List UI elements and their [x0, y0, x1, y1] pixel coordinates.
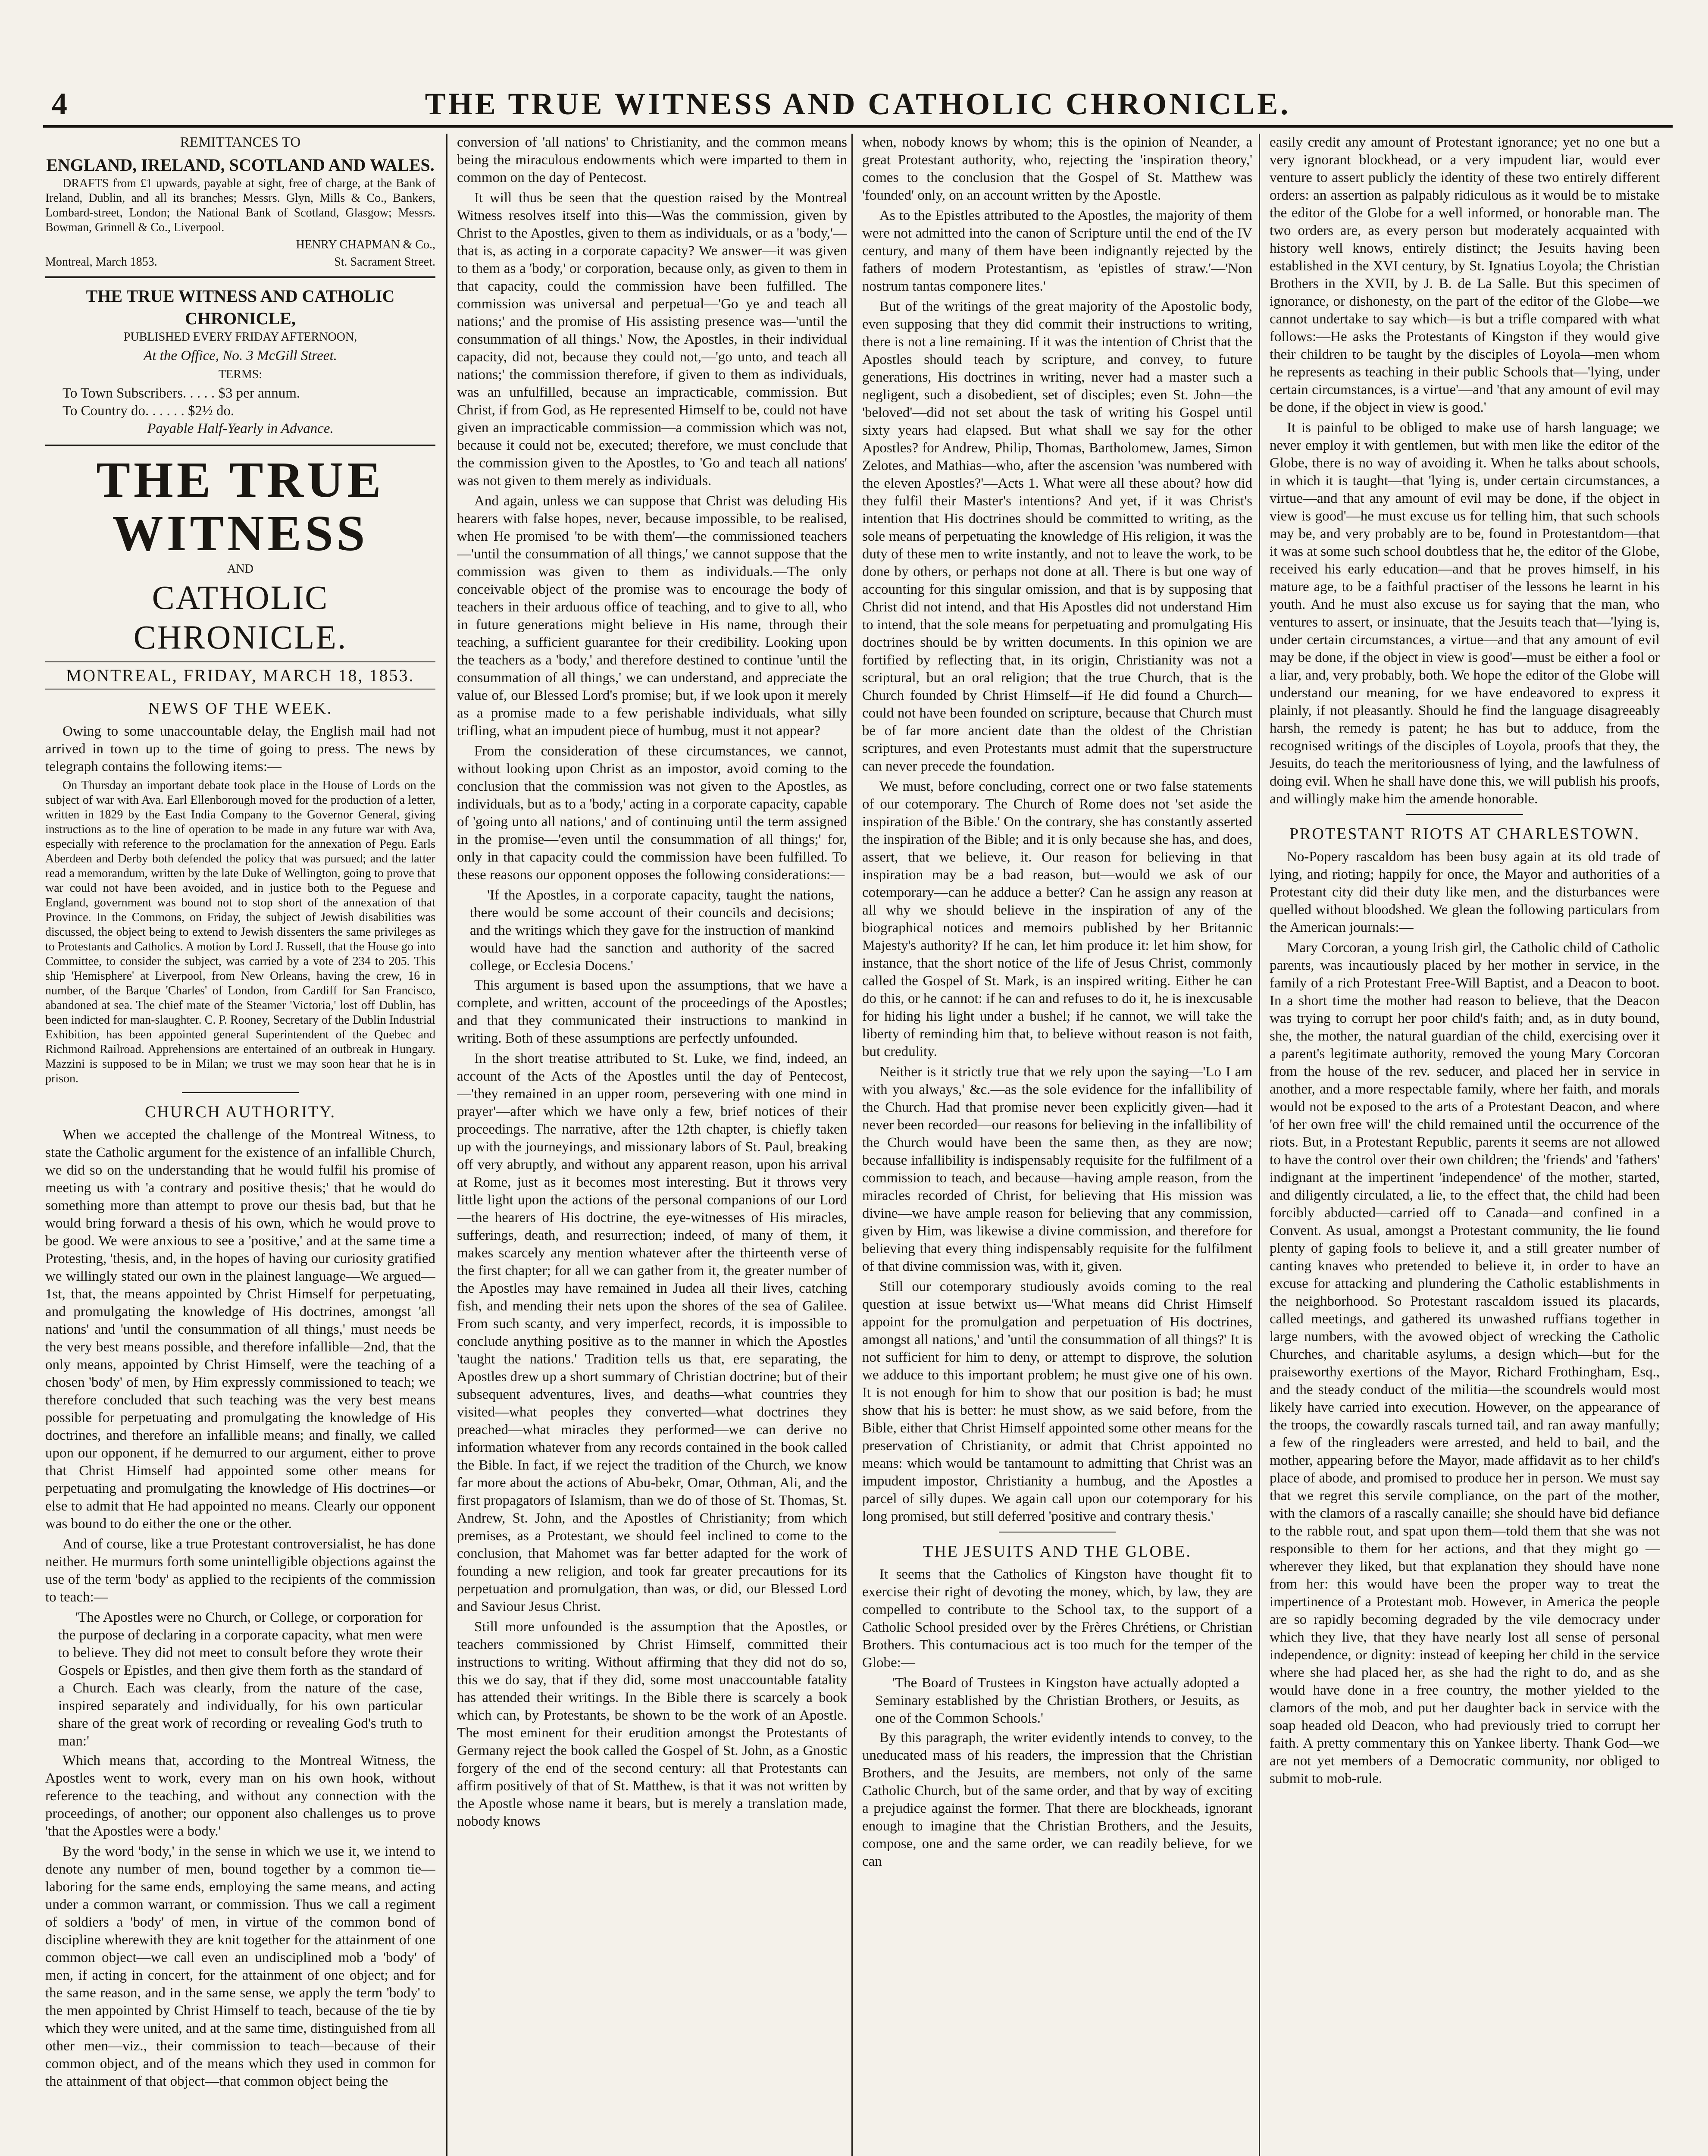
column-2 — [457, 134, 847, 2156]
church-paragraph: By the word 'body,' in the sense in which we use it, we intend to denote any number of men, bound together by a common tie—laboring for the same ends, employing the same means, and acting under a common warrant, or commission. Thus we call a regiment of soldiers a 'body' of men, in virtue of the common bond of discipline wherewith they are knit together for the attainment of one common object—we call even an undisciplined mob a 'body' of men, if acting in concert, for the attainment of one object; and for the same reason, and in the same sense, we apply the term 'body' to the men appointed by Christ Himself to teach, because of the tie by which they were united, and at the same time, distinguished from all other men—viz., their commission to teach—because of their common object, and of the means which they used in common for the attainment of that object—that common object being the — [45, 1844, 435, 2089]
remittances-body: DRAFTS from £1 upwards, payable at sight, free of charge, at the Bank of Ireland, Dublin, and all its branches; Messrs. Glyn, Mills & Co., Bankers, Lombard-street, London; the National Bank of Scotland, Glasgow; Messrs. Bowman, Grinnell & Co., Liverpool. — [45, 177, 435, 234]
news-heading: NEWS OF THE WEEK. — [148, 699, 333, 718]
divider — [45, 276, 435, 278]
church-paragraph: Which means that, according to the Montreal Witness, the Apostles went to work, every man on his own hook, without reference to the teaching, and without any connection with the proceedings, of another; our opponent also challenges us to prove 'that the Apostles were a body.' — [45, 1753, 435, 1839]
page-number: 4 — [52, 87, 67, 121]
terms-note: Payable Half-Yearly in Advance. — [147, 421, 334, 436]
remittances-footer — [45, 255, 435, 270]
column-rule — [851, 134, 853, 2156]
news-telegraph: On Thursday an important debate took place in the House of Lords on the subject of war with Ava. Earl Ellenborough moved for the production of a letter, written in 1829 by the East India Company to the Governor General, giving instructions as to the line of operation to be made in any future war with Ava, especially with reference to the proclamation for the annexation of Pegu. Earls Aberdeen and Derby both defended the policy that was pursued; and the latter read a memorandum, written by the late Duke of Wellington, going to prove that war could not have been avoided, and in justice both to the Peguese and England, government was bound not to stop short of the annexation of that Province. In the Commons, on Friday, the subject of Jewish disabilities was discussed, the object being to extend to Jewish dissenters the same privileges as to Protestants and Catholics. A motion by Lord J. Russell, that the House go into Committee, to consider the subject, was carried by a vote of 234 to 205. This ship 'Hemisphere' at Liverpool, from New Orleans, having the crew, 16 in number, of the Barque 'Charles' of London, from Cardiff for San Francisco, abandoned at sea. The chief mate of the Steamer 'Victoria,' lost off Dublin, has been indicted for man-slaughter. C. P. Rooney, Secretary of the Dublin Industrial Exhibition, has been appointed general Superintendent of the Quebec and Richmond Railroad. Apprehensions are entertained of an outbreak in Hungary. Mazzini is supposed to be in Milan; we trust we may soon hear that he is in prison. — [45, 779, 435, 1085]
riots-heading: PROTESTANT RIOTS AT CHARLESTOWN. — [1289, 825, 1640, 843]
news-intro: Owing to some unaccountable delay, the English mail had not arrived in town up to the time of going to press. The news by telegraph contains the following items:— — [45, 724, 435, 774]
divider — [1406, 814, 1523, 815]
terms-country: To Country do. . . . . . $2½ do. — [63, 403, 235, 419]
article-paragraph: Neither is it strictly true that we rely upon the saying—'Lo I am with you always,' &c.—as the sole evidence for the infallibility of the Church. Had that promise never been explicitly given—had it never been recorded—our reasons for believing in the infallibility of the Church would have been the same then, as they are now; because infallibility is indispensably requisite for the fulfilment of a commission to teach, and because—having ample reason, from the miracles recorded of Christ, for believing that His mission was divine—we have ample reason for believing that any commission, given by Him, was likewise a divine commission, and therefore for believing that every thing indispensably requisite for the fulfilment of that divine commission was, with it, given. — [862, 1064, 1252, 1274]
jesuits-quote: 'The Board of Trustees in Kingston have actually adopted a Seminary established by the Christian Brothers, or Jesuits, as one of the Common Schools.' — [875, 1675, 1239, 1726]
church-quote: 'The Apostles were no Church, or College, or corporation for the purpose of declaring in a corporate capacity, what men were to believe. They did not meet to consult before they wrote their Gospels or Epistles, and then give them forth as the standard of a Church. Each was clearly, from the nature of the case, inspired separately and individually, for his own particular share of the great work of recording or revealing God's truth to man:' — [58, 1610, 422, 1749]
article-paragraph: It will thus be seen that the question raised by the Montreal Witness resolves itself into this—Was the commission, given by Christ to the Apostles, given to them as individuals, or as a 'body,'—that is, as acting in a corporate capacity? We answer—it was given to them as a 'body,' or corporation, because only, as given to them in that capacity, could the commission have been fulfilled. The commission was universal and perpetual—'Go ye and teach all nations;' and the promise of His assisting presence was—'until the consummation of all things.' Now, the Apostles, in their individual capacity, did not, because they could not,—'go unto, and teach all nations;' the commission therefore, if given to them as individuals, was an unfulfilled, because an impracticable, commission. But Christ, if from God, as He represented Himself to be, could not have given an impracticable commission—a commission which was not, because it could not be, executed; therefore, we must conclude that the commission given to the Apostles, to 'Go and teach all nations' was not given to them merely as individuals. — [457, 190, 847, 489]
jesuits-paragraph: By this paragraph, the writer evidently intends to convey, to the uneducated mass of his readers, the impression that the Christian Brothers, and the Jesuits, are members, not only of the same Catholic Church, but of the same order, and that by way of exciting a prejudice against the former. That there are blockheads, ignorant enough to imagine that the Christian Brothers, and the Jesuits, compose, one and the same order, we can readily believe, for we can — [862, 1730, 1252, 1869]
jesuits-heading: THE JESUITS AND THE GLOBE. — [923, 1542, 1192, 1561]
article-paragraph: In the short treatise attributed to St. Luke, we find, indeed, an account of the Acts of the Apostles until the day of Pentecost,—'they remained in an upper room, persevering with one mind in prayer'—after which we have only a few, brief notices of their proceedings. The narrative, after the 12th chapter, is chiefly taken up with the journeyings, and missionary labors of St. Paul, breaking off very abruptly, and without any apparent reason, upon his arrival at Rome, just as it becomes most interesting. But it throws very little light upon the actions of the personal companions of our Lord—the hearers of His doctrine, the eye-witnesses of His miracles, sufferings, death, and resurrection; indeed, of many of them, it makes scarcely any mention whatever after the thirteenth verse of the first chapter; for all we can gather from it, the greater number of the Apostles may have remained in Judea all their lives, catching fish, and mending their nets upon the shores of the sea of Galilee. From such scanty, and very imperfect, records, it is impossible to conclude anything positive as to the manner in which the Apostles 'taught the nations.' Tradition tells us that, ere separating, the Apostles drew up a short summary of Christian doctrine; but of their subsequent adventures, lives, and deaths—what countries they visited—what peoples they converted—what doctrines they preached—what miracles they performed—we can derive no information whatever from any records contained in the book called the Bible. In fact, if we reject the tradition of the Church, we know far more about the actions of Abu-bekr, Omar, Othman, Ali, and the first propagators of Islamism, than we do of those of St. Thomas, St. Andrew, St. John, and the Apostles of Christianity; from which premises, as a Protestant, we should feel inclined to come to the conclusion, that Mahomet was far better adapted for the work of founding a new religion, and took far greater precautions for its perpetuation and promulgation, than was, or did, our Blessed Lord and Saviour Jesus Christ. — [457, 1051, 847, 1614]
remittances-title: ENGLAND, IRELAND, SCOTLAND AND WALES. — [46, 155, 435, 175]
masthead — [43, 78, 1673, 128]
remittances-address: St. Sacrament Street. — [334, 255, 435, 269]
dateline: MONTREAL, FRIDAY, MARCH 18, 1853. — [66, 666, 415, 685]
article-paragraph: It is painful to be obliged to make use of harsh language; we never employ it with gentlemen, but with men like the editor of the Globe, there is no way of avoiding it. When he talks about schools, in which it is taught—that 'lying is, under certain circumstances, a virtue—and that any amount of evil may be done, if the object in view is good'—he must excuse us for telling him, that such schools may be, and very probably are to be, found in Protestantdom—that it was at some such school doubtless that he, the editor of the Globe, received his early education—and that he proves himself, in his mature age, to be a faithful practiser of the lessons he learnt in his youth. And he must also excuse us for saying that the man, who ventures to assert, or insinuate, that the Jesuits teach that—'lying is, under certain circumstances, a virtue—and that any amount of evil may be done, if the object in view is good'—must be either a fool or a liar, and, very probably, both. We hope the editor of the Globe will understand our meaning, for we have endeavored to express it plainly, if not pleasantly. Should he find the language disagreeably harsh, the remedy is patent; he has but to adduce, from the recognised writings of the disciples of Loyola, proofs that they, the Jesuits, do teach the meritoriousness of lying, and the lawfulness of doing evil. When he shall have done this, we will publish his proofs, and willingly make him the amende honorable. — [1270, 420, 1660, 807]
article-paragraph: From the consideration of these circumstances, we cannot, without looking upon Christ as an impostor, avoid coming to the conclusion that the commission was not given to the Apostles, as individuals, but as to a 'body,' acting in a corporate capacity, capable of 'going unto all nations,' and of continuing until the term assigned in the promise—'even until the consummation of all things;' for, only in that capacity could the commission have been fulfilled. To these reasons our opponent opposes the following considerations:— — [457, 743, 847, 883]
article-paragraph: This argument is based upon the assumptions, that we have a complete, and written, account of the proceedings of the Apostles; and that they communicated their instructions to mankind in writing. Both of these assumptions are perfectly unfounded. — [457, 978, 847, 1046]
terms-town: To Town Subscribers. . . . . $3 per annum. — [63, 385, 300, 401]
nameplate-and: AND — [227, 562, 253, 576]
article-paragraph: And again, unless we can suppose that Christ was deluding His hearers with false hopes, never, because impossible, to be realised, when He promised 'to be with them'—the commissioned teachers—'until the consummation of all things,' we cannot suppose that the commission was given to them as individuals.—The only conceivable object of the promise was to encourage the body of teachers in their arduous office of teaching, and to give to all, who in future generations might believe in His name, through their teaching, a sufficient guarantee for their credibility. Looking upon the teachers as a 'body,' and therefore destined to continue 'until the consummation of all things,' we can understand, and appreciate the value of, our Blessed Lord's promise; but, if we look upon it merely as a promise made to a few perishable individuals, what silly trifling, what an impudent piece of humbug, must it not appear? — [457, 493, 847, 739]
column-4 — [1270, 134, 1660, 2156]
divider — [45, 445, 435, 446]
riots-paragraph: Mary Corcoran, a young Irish girl, the Catholic child of Catholic parents, was incautiously placed by her mother in service, in the family of a rich Protestant Free-Will Baptist, and a Deacon to boot. In a short time the mother had reason to believe, that the Deacon was trying to corrupt her poor child's faith; and, as in duty bound, she, the mother, the natural guardian of the child, exercising over it a parent's legitimate authority, removed the young Mary Corcoran from the house of the rev. seducer, and placed her in service in another, and a more respectable family, where her faith, and morals would not be exposed to the arts of a Protestant Deacon, and where 'of her own free will' the child remained until the occurrence of the riots. But, in a Protestant Republic, parents it seems are not allowed to have the control over their own children; the 'friends' and 'fathers' indignant at the impertinent 'independence' of the mother, started, and diligently circulated, a lie, to the effect that, the child had been forcibly abducted—carried off to Canada—and confined in a Convent. As usual, amongst a Protestant community, the lie found plenty of gaping fools to believe it, and a still greater number of canting knaves who pretended to believe it, in order to have an excuse for attacking and plundering the Catholic establishments in the neighborhood. So Protestant rascaldom issued its placards, called meetings, and gathered its unwashed ruffians together in large numbers, with the avowed object of wrecking the Catholic Churches, and charitable asylums, a design which—but for the praiseworthy exertions of the Mayor, Richard Frothingham, Esq., and the steady conduct of the militia—the scoundrels would most likely have carried into execution. However, on the appearance of the troops, the cowardly rascals turned tail, and ran away manfully; a few of the ringleaders were arrested, and held to bail, and the mother, appearing before the Mayor, made affidavit as to her child's place of abode, and promised to produce her in person. We must say that we regret this servile compliance, on the part of the mother, with the clamors of a rascally canaille; she should have bid defiance to the rabble rout, and spat upon them—told them that she was not responsible to them for her actions, and that they might go — wherever they liked, but that explanation they should have none from her: this would have been the proper way to treat the impertinence of a Protestant mob. However, in America the people are so rapidly becoming degraded by the vile democracy under which they live, that they have nearly lost all sense of personal independence, or dignity: instead of keeping her child in the service where she had placed her, as she had the right to do, and as she would have done in a free country, the mother yielded to the clamors of the mob, and put her daughter back in service with the soap headed old Deacon, who had previously tried to corrupt her faith. A pretty commentary this on Yankee liberty. Thank God—we are not yet members of a Democratic community, nor obliged to submit to mob-rule. — [1270, 940, 1660, 1786]
remittances-heading: REMITTANCES TO — [180, 135, 301, 150]
column-rule — [446, 134, 447, 2156]
article-paragraph: But of the writings of the great majority of the Apostolic body, even supposing that they did commit their instructions to writing, there is not a line remaining. If it was the intention of Christ that the Apostles should teach by scripture, and convey, to future generations, His doctrines in writing, never had a master such a negligent, such a disobedient, set of disciples; even St. John—the 'beloved'—did not set about the task of writing his Gospel until sixty years had elapsed. But what shall we say for the other Apostles? for Andrew, Philip, Thomas, Bartholomew, James, Simon Zelotes, and Mathias—who, after the ascension 'was numbered with the eleven Apostles?'—Acts 1. What were all these about? how did they fulfil their Master's intentions? And yet, if it was Christ's intention that His doctrines should be committed to writing, as the sole means of perpetuating the knowledge of His religion, it was the duty of these men to write instantly, and not to leave the work, to be done by others, or perhaps not done at all. There is but one way of accounting for this singular omission, and that is by supposing that Christ did not intend, and that His Apostles did not understand Him to intend, that the sole means for perpetuating and promulgating His doctrines should be by written documents. In this opinion we are fortified by reflecting that, in its origin, Christianity was not a scriptural, but an oral religion; that the true Church, that is the Church founded by Christ Himself—if He did found a Church—could not have been founded on scripture, because that Church must be of far more ancient date than the oldest of the Christian scriptures, and even Protestants must admit that the superstructure can never precede the foundation. — [862, 299, 1252, 774]
article-quote: 'If the Apostles, in a corporate capacity, taught the nations, there would be some account of their councils and decisions; and the writings which they gave for the instruction of mankind would have had the sanction and authority of the sacred college, or Ecclesia Docens.' — [470, 887, 834, 974]
terms-label: TERMS: — [218, 368, 263, 381]
publisher-line2: At the Office, No. 3 McGill Street. — [144, 348, 337, 364]
divider — [45, 661, 435, 662]
publisher-heading: THE TRUE WITNESS AND CATHOLIC CHRONICLE, — [86, 286, 395, 328]
nameplate-line2: CATHOLIC CHRONICLE. — [133, 579, 347, 656]
riots-paragraph: No-Popery rascaldom has been busy again at its old trade of lying, and rioting; happily for once, the Mayor and authorities of a Protestant city did their duty like men, and the disturbances were quelled without bloodshed. We glean the following particulars from the American journals:— — [1270, 849, 1660, 935]
church-heading: CHURCH AUTHORITY. — [144, 1103, 336, 1121]
column-rule — [1259, 134, 1260, 2156]
article-paragraph: We must, before concluding, correct one or two false statements of our cotemporary. The Church of Rome does not 'set aside the inspiration of the Bible.' On the contrary, she has constantly asserted the inspiration of the Bible; and it is only because she has, and does, assert, that we believe, it. Our reason for believing in that inspiration may be a bad reason, but—would we ask of our cotemporary—can he adduce a better? Can he assign any reason at all why we should believe in the inspiration of any of the biographical notices and memoirs published by her Britannic Majesty's authority? If he can, let him produce it: let him show, for instance, that the short notice of the life of Jesus Christ, commonly called the Gospel of St. Mark, is an inspired writing. Either he can do this, or he cannot: if he can and refuses to do it, he is inexcusable for hiding his light under a bushel; if he cannot, we will take the liberty of reminding him that, to believe without reason is not faith, but credulity. — [862, 779, 1252, 1059]
article-paragraph: Still more unfounded is the assumption that the Apostles, or teachers commissioned by Christ Himself, committed their instructions to writing. Without affirming that they did not do so, this we do say, that if they did, some most unaccountable fatality has attended their writings. In the Bible there is scarcely a book which can, by Protestants, be shown to be the work of an Apostle. The most eminent for their erudition amongst the Protestants of Germany reject the book called the Gospel of St. John, as a Gnostic forgery of the end of the second century: all that Protestants can affirm positively of that of St. Matthew, is that it was not written by the Apostle whose name it bears, but is merely a translation made, nobody knows — [457, 1619, 847, 1829]
jesuits-paragraph: It seems that the Catholics of Kingston have thought fit to exercise their right of devoting the money, which, by law, they are compelled to contribute to the School tax, to the support of a Catholic School presided over by the Frères Chrétiens, or Christian Brothers. This contumacious act is too much for the temper of the Globe:— — [862, 1567, 1252, 1670]
column-1 — [45, 134, 435, 2156]
nameplate-line1: THE TRUE WITNESS — [96, 451, 385, 561]
masthead-title: THE TRUE WITNESS AND CATHOLIC CHRONICLE. — [425, 87, 1291, 121]
remittances-signature: HENRY CHAPMAN & Co., — [296, 238, 435, 251]
article-paragraph: Still our cotemporary studiously avoids coming to the real question at issue betwixt us—'What means did Christ Himself appoint for the promulgation and perpetuation of His doctrines, amongst all nations,' and 'until the consummation of all things?' It is not sufficient for him to deny, or attempt to disprove, the solution we adduce to this important problem; he must give one of his own. It is not enough for him to show that our position is bad; he must show that his is better: he must show, as we said before, from the Bible, either that Christ Himself appointed some other means for the preservation of Christianity, or admit that Christ appointed no means: which would be tantamount to admitting that Christ was an impudent impostor, Christianity a humbug, and the Apostles a parcel of silly dupes. We again call upon our cotemporary for his long promised, but still deferred 'positive and contrary thesis.' — [862, 1279, 1252, 1524]
article-paragraph: when, nobody knows by whom; this is the opinion of Neander, a great Protestant authority, who, rejecting the 'inspiration theory,' comes to the conclusion that the Gospel of St. Matthew was 'founded' only, on an account written by the Apostle. — [862, 135, 1252, 203]
divider — [182, 1092, 299, 1093]
column-3 — [862, 134, 1252, 2156]
church-paragraph: When we accepted the challenge of the Montreal Witness, to state the Catholic argument for the existence of an infallible Church, we did so on the understanding that he would fulfil his promise of meeting us with 'a contrary and positive thesis;' that he would do something more than attempt to prove our thesis bad, but that he would bring forward a thesis of his own, which he would prove to be good. We were anxious to see a 'positive,' and at the same time a Protesting, 'thesis, and, in the hopes of having our curiosity gratified we willingly stated our own in the plainest language—We argued—1st, that, the means appointed by Christ Himself for perpetuating, and promulgating the knowledge of His doctrines, amongst 'all nations' and 'until the consummation of all things,' must needs be the very best means possible, and therefore infallible—2nd, that the only means, appointed by Christ Himself, were the teaching of a chosen 'body' of men, by Him expressly commissioned to teach; we therefore concluded that such teaching was the very best means possible for perpetuating and promulgating the knowledge of His doctrines, and therefore an infallible means; and finally, we called upon our opponent, if he demurred to our argument, either to prove that Christ Himself had appointed some other means for perpetuating and promulgating the knowledge of His doctrines—or else to admit that He had appointed no means. Clearly our opponent was bound to do either the one or the other. — [45, 1127, 435, 1532]
church-paragraph: And of course, like a true Protestant controversialist, he has done neither. He murmurs forth some unintelligible objections against the use of the term 'body' as applied to the recipients of the commission to teach:— — [45, 1536, 435, 1605]
article-paragraph: conversion of 'all nations' to Christianity, and the common means being the miraculous endowments which were imparted to them in common on the day of Pentecost. — [457, 135, 847, 185]
remittances-place: Montreal, March 1853. — [45, 255, 157, 269]
article-paragraph: As to the Epistles attributed to the Apostles, the majority of them were not admitted into the canon of Scripture until the end of the IV century, and many of them have been indignantly rejected by the fathers of modern Protestantism, as 'epistles of straw.'—'Non nostrum tantas componere lites.' — [862, 208, 1252, 294]
publisher-line1: PUBLISHED EVERY FRIDAY AFTERNOON, — [123, 330, 357, 344]
article-paragraph: easily credit any amount of Protestant ignorance; yet no one but a very ignorant blockhead, or a very impudent liar, would ever venture to assert publicly the identity of these two entirely different orders: an assertion as palpably ridiculous as it would be to mistake the editor of the Globe for a well informed, or honorable man. The two orders are, as every person but moderately acquainted with history well knows, entirely distinct; the Jesuits having been established in the XVI century, by St. Ignatius Loyola; the Christian Brothers in the XVII, by J. B. de La Salle. But this specimen of ignorance, or dishonesty, on the part of the editor of the Globe—we cannot undertake to say which—is but a trifle compared with what follows:—He asks the Protestants of Kingston if they would give their children to be taught by the disciples of Loyola—men whom he represents as teaching in their public Schools that—'lying, under certain circumstances, is a virtue'—and 'that any amount of evil may be done, if the object in view is good.' — [1270, 135, 1660, 415]
